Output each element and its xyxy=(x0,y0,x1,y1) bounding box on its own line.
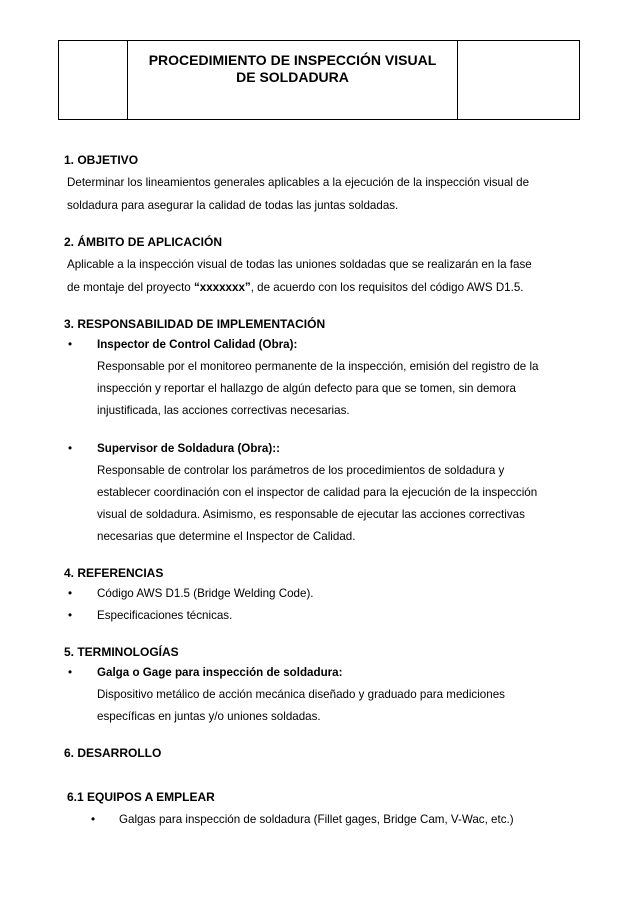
section-heading: 4. REFERENCIAS xyxy=(64,566,164,580)
bullet-icon: • xyxy=(91,813,96,826)
item-line: Galgas para inspección de soldadura (Fillet gages, Bridge Cam, V-Wac, etc.) xyxy=(119,813,514,826)
list-item-body xyxy=(97,334,584,422)
paragraph-line: Determinar los lineamientos generales aplicables a la ejecución de la inspección visual de xyxy=(67,176,530,189)
text-run: de montaje del proyecto xyxy=(67,281,194,294)
list-item xyxy=(64,583,584,605)
title-line-1: PROCEDIMIENTO DE INSPECCIÓN VISUAL xyxy=(148,52,437,68)
bullet-icon: • xyxy=(68,609,73,622)
section-responsabilidad xyxy=(64,316,584,548)
list-item xyxy=(64,605,584,627)
document-title xyxy=(133,52,453,86)
text-run: , de acuerdo con los requisitos del código AWS D1.5. xyxy=(250,281,524,294)
paragraph-line: soldadura para asegurar la calidad de todas las juntas soldadas. xyxy=(67,199,399,212)
section-referencias xyxy=(64,565,584,627)
item-line: necesarias que determine el Inspector de Calidad. xyxy=(97,530,356,543)
project-name: “xxxxxxx” xyxy=(193,281,251,294)
item-line: visual de soldadura. Asimismo, es responsable de ejecutar las acciones correctivas xyxy=(97,508,525,521)
item-line: Responsable de controlar los parámetros de los procedimientos de soldadura y xyxy=(97,464,505,477)
item-line: Especificaciones técnicas. xyxy=(97,609,233,622)
item-line: establecer coordinación con el inspector de calidad para la ejecución de la inspección xyxy=(97,486,538,499)
item-line: Responsable por el monitoreo permanente de la inspección, emisión del registro de la xyxy=(97,360,539,373)
item-line: específicas en juntas y/o uniones soldadas. xyxy=(97,710,321,723)
item-title: Galga o Gage para inspección de soldadura: xyxy=(97,666,343,679)
list-item xyxy=(64,334,584,422)
bullet-icon: • xyxy=(68,666,73,679)
list-item-body xyxy=(97,662,584,728)
paragraph-line: Aplicable a la inspección visual de todas las uniones soldadas que se realizarán en la fase xyxy=(67,258,532,271)
header-title-cell xyxy=(128,41,458,119)
section-heading: 3. RESPONSABILIDAD DE IMPLEMENTACIÓN xyxy=(64,317,326,331)
paragraph-line xyxy=(64,276,584,299)
section-heading: 2. ÁMBITO DE APLICACIÓN xyxy=(64,235,223,249)
header-logo-cell xyxy=(59,41,128,119)
section-heading: 6. DESARROLLO xyxy=(64,746,162,760)
bullet-icon: • xyxy=(68,442,73,455)
section-objetivo xyxy=(64,152,584,217)
list-item xyxy=(64,662,584,728)
item-title: Inspector de Control Calidad (Obra): xyxy=(97,338,298,351)
section-desarrollo xyxy=(64,745,584,831)
item-line: inspección y reportar el hallazgo de algún defecto para que se tomen, sin demora xyxy=(97,382,516,395)
bullet-icon: • xyxy=(68,587,73,600)
bullet-icon: • xyxy=(68,338,73,351)
list-item xyxy=(64,438,584,548)
section-heading: 1. OBJETIVO xyxy=(64,153,139,167)
item-line: Código AWS D1.5 (Bridge Welding Code). xyxy=(97,587,314,600)
section-ambito xyxy=(64,234,584,299)
item-line: injustificada, las acciones correctivas necesarias. xyxy=(97,404,350,417)
section-heading: 5. TERMINOLOGÍAS xyxy=(64,645,179,659)
section-terminologias xyxy=(64,644,584,728)
item-title: Supervisor de Soldadura (Obra):: xyxy=(97,442,280,455)
title-line-2: DE SOLDADURA xyxy=(236,69,349,85)
header-code-cell xyxy=(458,41,579,119)
list-item-body xyxy=(97,438,584,548)
subsection-heading: 6.1 EQUIPOS A EMPLEAR xyxy=(67,790,215,804)
header-table xyxy=(58,40,580,120)
document-body xyxy=(64,152,584,848)
item-line: Dispositivo metálico de acción mecánica diseñado y graduado para mediciones xyxy=(97,688,505,701)
list-item xyxy=(64,809,584,831)
